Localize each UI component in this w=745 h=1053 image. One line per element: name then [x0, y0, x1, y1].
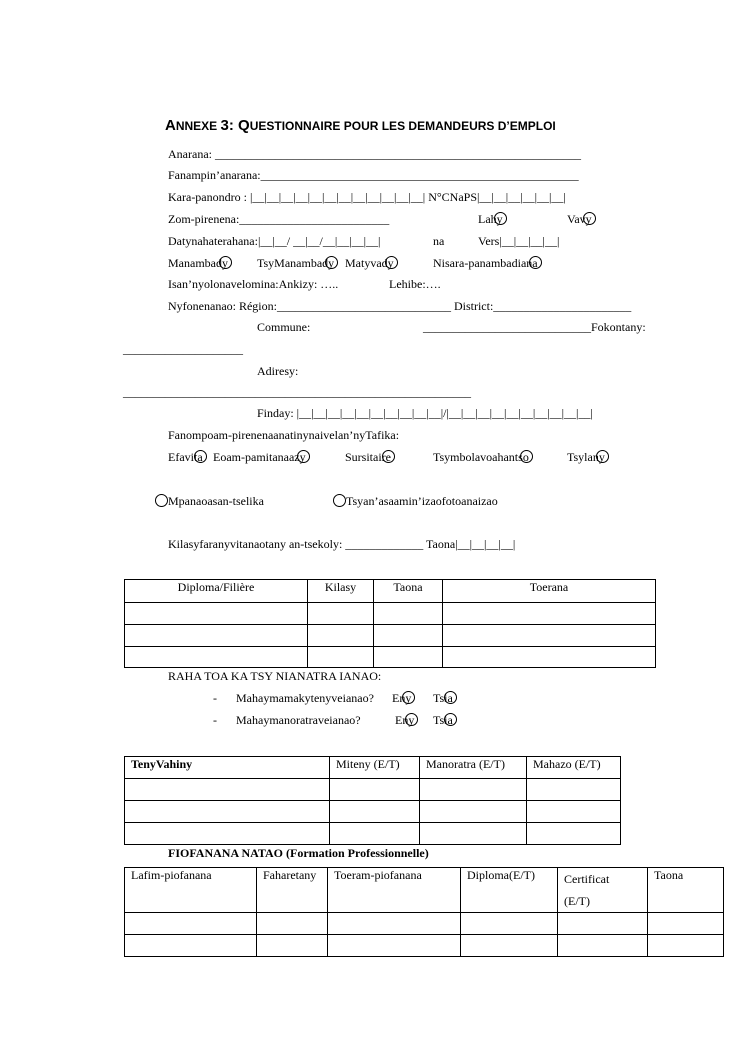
adiresy-label: Adiresy: — [257, 364, 299, 378]
header-mahazo: Mahazo (E/T) — [527, 757, 621, 779]
eny-option-2[interactable]: Eny — [395, 713, 415, 727]
header-taona: Taona — [374, 580, 443, 603]
sursitaire-option[interactable]: Sursitaire — [345, 450, 391, 464]
header-taona: Taona — [648, 868, 724, 913]
mahay-manoratra-label: Mahaymanoratraveianao? — [236, 713, 361, 727]
table-header-row — [125, 868, 724, 913]
header-toeram-piofanana: Toeram-piofanana — [328, 868, 461, 913]
header-manoratra: Manoratra (E/T) — [420, 757, 527, 779]
table-row — [125, 779, 621, 801]
na-label: na — [433, 234, 445, 248]
fanompoam-pirenena-label: Fanompoam-pirenenaanatinynaivelan’nyTafika: — [168, 428, 400, 442]
lahy-option[interactable]: Lahy — [478, 212, 503, 226]
eny-option-1[interactable]: Eny — [392, 691, 412, 705]
header-toerana: Toerana — [443, 580, 656, 603]
tsia-option-2[interactable]: Tsia — [433, 713, 453, 727]
mahay-mamaky-label: Mahaymamakytenyveianao? — [236, 691, 374, 705]
fiofanana-heading: FIOFANANA NATAO (Formation Professionnelle) — [168, 846, 429, 860]
header-tenyvahiny: TenyVahiny — [125, 757, 330, 779]
fokontany-line[interactable]: ____________________ — [123, 342, 243, 356]
table-row — [125, 603, 656, 625]
header-kilasy: Kilasy — [308, 580, 374, 603]
efavita-option[interactable]: Efavita — [168, 450, 203, 464]
tsylany-option[interactable]: Tsylany — [567, 450, 605, 464]
header-diploma: Diploma/Filière — [125, 580, 308, 603]
adiresy-line[interactable]: __________________________________________________________ — [123, 385, 471, 399]
lehibe-field[interactable]: Lehibe:…. — [389, 277, 441, 291]
commune-fokontany-field[interactable]: ____________________________Fokontany: — [423, 320, 646, 334]
table-row — [125, 647, 656, 668]
tsymbolavoahantso-option[interactable]: Tsymbolavoahantso — [433, 450, 529, 464]
table-row — [125, 801, 621, 823]
raha-toa-heading: RAHA TOA KA TSY NIANATRA IANAO: — [168, 669, 382, 683]
header-lafim-piofanana: Lafim-piofanana — [125, 868, 257, 913]
datynahaterahana-field[interactable]: Datynahaterahana:|__|__/ __|__/__|__|__|__| — [168, 234, 381, 248]
tsyan-asa-label: Tsyan’asaamin’izaofotoanaizao — [346, 494, 498, 508]
kilasy-farany-field[interactable]: Kilasyfaranyvitanaotany an-tsekoly: _____________ Taona|__|__|__|__| — [168, 537, 516, 551]
header-miteny: Miteny (E/T) — [330, 757, 420, 779]
table-row — [125, 935, 724, 957]
vers-field[interactable]: Vers|__|__|__|__| — [478, 234, 560, 248]
manambady-option[interactable]: Manambady — [168, 256, 228, 270]
zom-pirenena-field[interactable]: Zom-pirenena:_________________________ — [168, 212, 390, 226]
vavy-option[interactable]: Vavy — [567, 212, 592, 226]
header-certificat: Certificat (E/T) — [558, 868, 648, 913]
table-row — [125, 625, 656, 647]
table-row — [125, 823, 621, 845]
dash-1: - — [213, 691, 217, 705]
table-header-row — [125, 757, 621, 779]
languages-table — [124, 756, 621, 845]
nyfonenanao-field[interactable]: Nyfonenanao: Région:_____________________________ District:_______________________ — [168, 299, 632, 313]
mpanaoasan-label: Mpanaoasan-tselika — [168, 494, 264, 508]
commune-label: Commune: — [257, 320, 311, 334]
isan-nyolona-field[interactable]: Isan’nyolonavelomina:Ankizy: ….. — [168, 277, 339, 291]
anarana-field[interactable]: Anarana: _____________________________________________________________ — [168, 147, 581, 161]
training-table — [124, 867, 724, 957]
matyvady-option[interactable]: Matyvady — [345, 256, 394, 270]
table-header-row — [125, 580, 656, 603]
fanampin-anarana-field[interactable]: Fanampin’anarana:_____________________________________________________ — [168, 168, 579, 182]
dash-2: - — [213, 713, 217, 727]
table-row — [125, 913, 724, 935]
header-diploma: Diploma(E/T) — [461, 868, 558, 913]
page-title: ANNEXE 3: QUESTIONNAIRE POUR LES DEMANDEURS D’EMPLOI — [165, 117, 556, 134]
nisara-panambadiana-option[interactable]: Nisara-panambadiana — [433, 256, 538, 270]
mpanaoasan-radio[interactable] — [155, 494, 168, 507]
tsyan-asa-radio[interactable] — [333, 494, 346, 507]
eoam-pamitanaazy-option[interactable]: Eoam-pamitanaazy — [213, 450, 306, 464]
header-faharetany: Faharetany — [257, 868, 328, 913]
kara-panondro-field[interactable]: Kara-panondro : |__|__|__|__|__|__|__|__|__|__|__|__| N°CNaPS|__|__|__|__|__|__| — [168, 190, 566, 204]
education-table — [124, 579, 656, 668]
tsymanambady-option[interactable]: TsyManambady — [257, 256, 335, 270]
finday-field[interactable]: Finday: |__|__|__|__|__|__|__|__|__|__|/|__|__|__|__|__|__|__|__|__|__| — [257, 406, 593, 420]
tsia-option-1[interactable]: Tsia — [433, 691, 453, 705]
